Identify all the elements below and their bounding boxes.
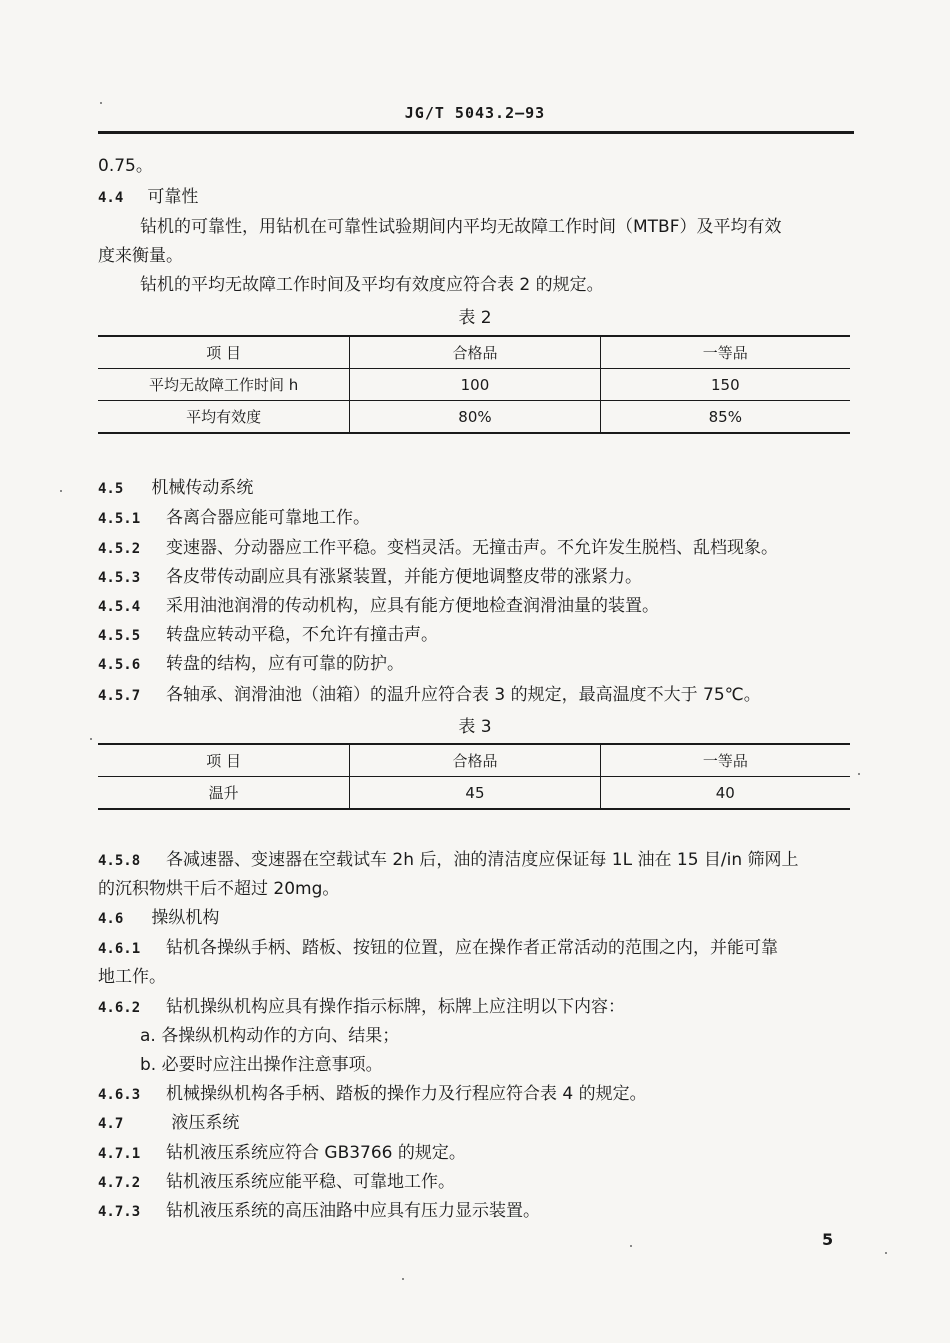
table-cell: 温升 [208,784,239,802]
clause-number: 4.5.8 [98,853,141,869]
clause-number: 4.5.3 [98,570,141,586]
clause-4-5-7 [98,682,761,709]
clause-4-5-6 [98,651,404,678]
section-number: 4.7 [98,1116,124,1132]
clause-text: 变速器、分动器应工作平稳。变档灵活。无撞击声。不允许发生脱档、乱档现象。 [166,538,778,558]
header-rule [98,131,854,134]
clause-4-7-3 [98,1198,540,1225]
header-cell: 项 目 [98,336,350,369]
scan-speck [90,738,92,740]
table-header-row [98,744,850,777]
clause-4-6-1 [98,935,778,962]
clause-4-5-2 [98,535,778,562]
scan-speck [402,1278,404,1280]
paragraph-line: 钻机的可靠性，用钻机在可靠性试验期间内平均无故障工作时间（MTBF）及平均有效 [140,217,782,237]
clause-number: 4.5.5 [98,628,141,644]
header-cell: 合格品 [350,744,600,777]
clause-number: 4.5.2 [98,541,141,557]
clause-text: 各轴承、润滑油池（油箱）的温升应符合表 3 的规定，最高温度不大于 75℃。 [166,685,761,705]
paragraph-line: 钻机的平均无故障工作时间及平均有效度应符合表 2 的规定。 [140,275,604,295]
clause-text: 钻机各操纵手柄、踏板、按钮的位置，应在操作者正常活动的范围之内，并能可靠 [166,938,778,958]
section-title: 机械传动系统 [151,478,254,498]
scan-speck [100,102,102,104]
section-4-5-heading [98,475,253,502]
clause-4-5-1 [98,505,370,532]
clause-number: 4.7.2 [98,1175,141,1191]
clause-text: 钻机操纵机构应具有操作指示标牌，标牌上应注明以下内容： [166,997,625,1017]
section-4-7-heading [98,1110,239,1137]
scan-speck [60,490,62,492]
clause-4-5-8 [98,847,799,874]
clause-text: 各皮带传动副应具有涨紧装置，并能方便地调整皮带的涨紧力。 [166,567,642,587]
clause-text: 转盘的结构，应有可靠的防护。 [166,654,404,674]
scan-speck [858,773,860,775]
section-number: 4.5 [98,481,124,497]
table-cell: 45 [350,777,600,810]
table-cell: 85% [600,401,850,434]
table-cell: 40 [600,777,850,810]
clause-4-6-2 [98,994,625,1021]
header-cell: 合格品 [350,336,600,369]
table-cell: 150 [600,369,850,401]
clause-number: 4.5.4 [98,599,141,615]
clause-4-7-1 [98,1140,466,1167]
table-cell: 平均无故障工作时间 h [98,369,350,401]
clause-number: 4.5.6 [98,657,141,673]
clause-4-7-2 [98,1169,455,1196]
table-2-caption: 表 2 [458,308,492,328]
header-cell: 项 目 [98,744,350,777]
clause-text: 转盘应转动平稳，不允许有撞击声。 [166,625,438,645]
clause-text: 采用油池润滑的传动机构，应具有能方便地检查润滑油量的装置。 [166,596,659,616]
clause-text: 各离合器应能可靠地工作。 [166,508,370,528]
clause-number: 4.6.2 [98,1000,141,1016]
continued-text: 0.75。 [98,156,153,176]
header-cell: 一等品 [600,744,850,777]
table-cell: 100 [350,369,600,401]
section-4-4-heading [98,184,198,211]
clause-continuation: 的沉积物烘干后不超过 20mg。 [98,879,340,899]
sub-item-a: a. 各操纵机构动作的方向、结果； [140,1026,400,1046]
clause-number: 4.7.3 [98,1204,141,1220]
page-number: 5 [822,1230,834,1249]
section-title: 可靠性 [147,187,199,207]
section-4-6-heading [98,905,219,932]
clause-4-5-3 [98,564,642,591]
scan-speck [885,1252,887,1254]
sub-item-b: b. 必要时应注出操作注意事项。 [140,1055,383,1075]
clause-text: 钻机液压系统应符合 GB3766 的规定。 [166,1143,466,1163]
section-title: 液压系统 [171,1113,240,1133]
clause-number: 4.5.7 [98,688,141,704]
clause-4-6-3 [98,1081,647,1108]
clause-number: 4.7.1 [98,1146,141,1162]
table-row [98,777,850,810]
clause-text: 机械操纵机构各手柄、踏板的操作力及行程应符合表 4 的规定。 [166,1084,647,1104]
scan-speck [630,1245,632,1247]
table-header-row [98,336,850,369]
paragraph-line: 度来衡量。 [98,246,183,266]
standard-code-header: JG/T 5043.2—93 [404,104,546,122]
clause-4-5-4 [98,593,659,620]
section-number: 4.6 [98,911,124,927]
clause-4-5-5 [98,622,438,649]
clause-continuation: 地工作。 [98,967,166,987]
table-3 [98,743,850,810]
clause-number: 4.5.1 [98,511,141,527]
table-2 [98,335,850,434]
section-title: 操纵机构 [151,908,220,928]
clause-number: 4.6.3 [98,1087,141,1103]
table-row [98,369,850,401]
table-cell: 平均有效度 [186,408,262,426]
table-3-caption: 表 3 [458,717,492,737]
clause-number: 4.6.1 [98,941,141,957]
clause-text: 钻机液压系统应能平稳、可靠地工作。 [166,1172,455,1192]
clause-text: 钻机液压系统的高压油路中应具有压力显示装置。 [166,1201,540,1221]
clause-text: 各减速器、变速器在空载试车 2h 后，油的清洁度应保证每 1L 油在 15 目/in 筛网上 [166,850,799,870]
section-number: 4.4 [98,190,124,206]
table-row [98,401,850,434]
table-cell: 80% [350,401,600,434]
header-cell: 一等品 [600,336,850,369]
